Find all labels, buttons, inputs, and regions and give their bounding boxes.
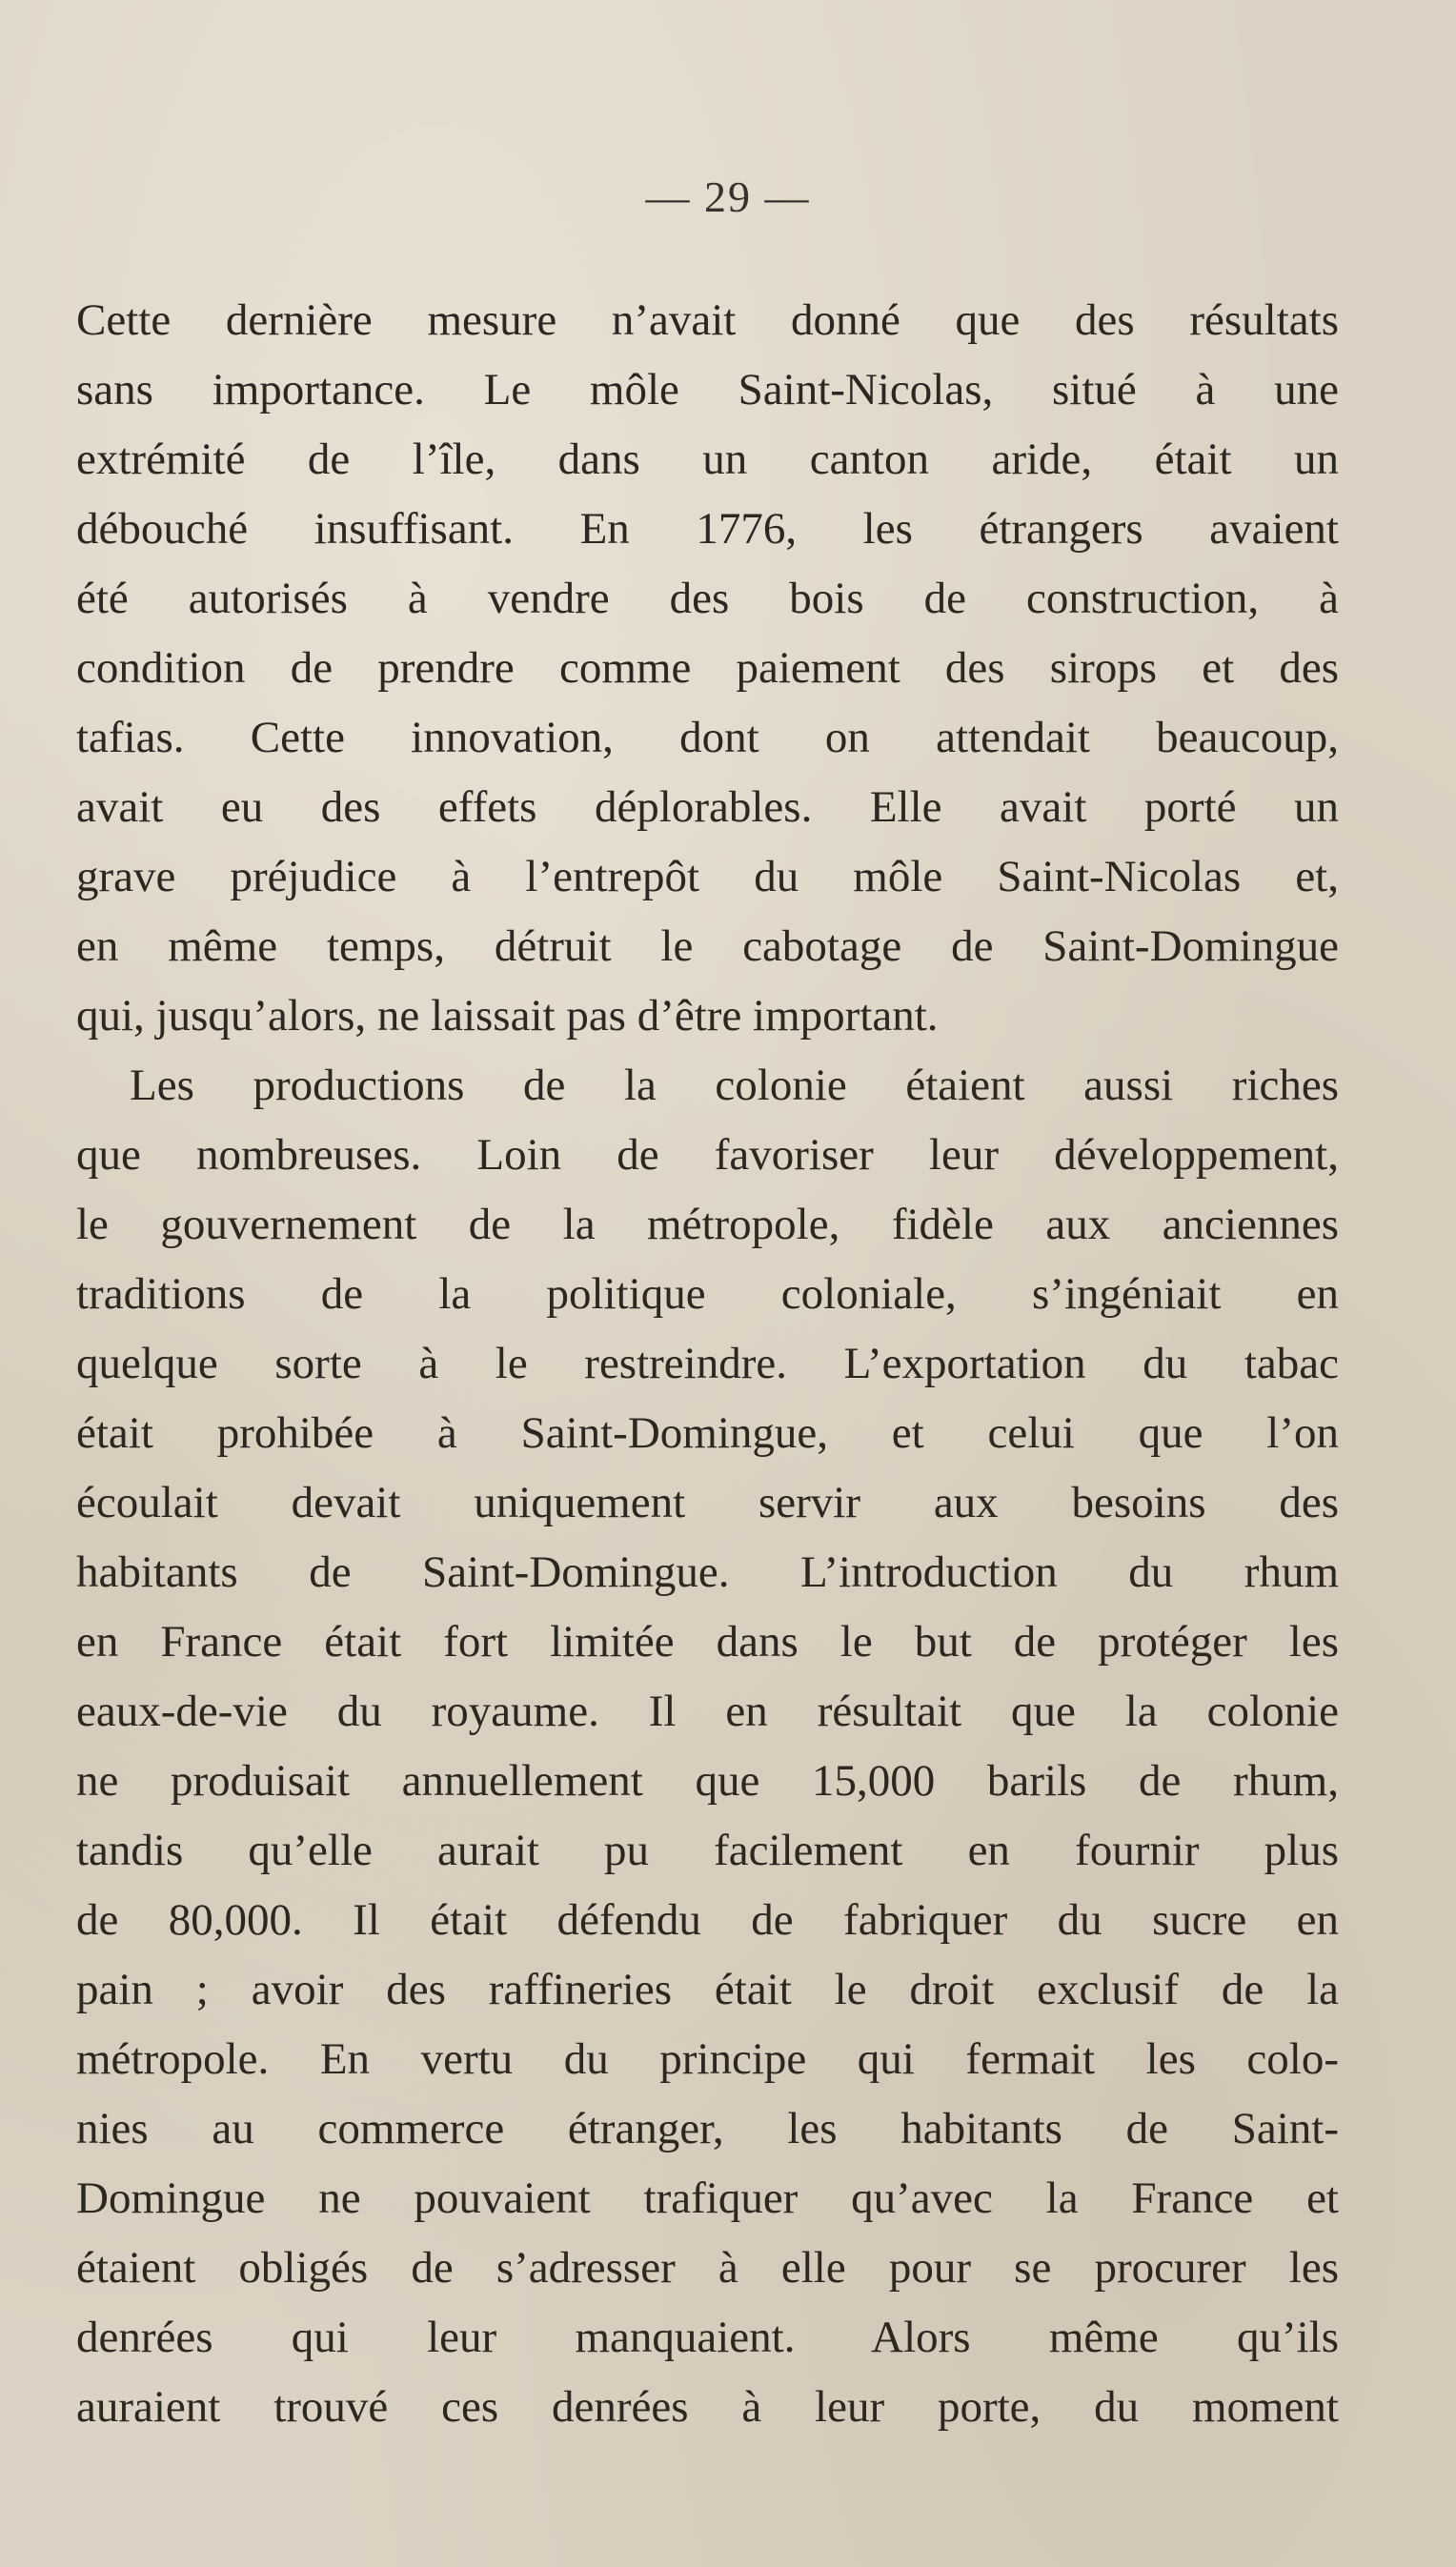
text-line: denrées qui leur manquaient. Alors même qu’ils [76,2313,1339,2362]
paragraph-end-line: qui, jusqu’alors, ne laissait pas d’être important. [76,991,939,1041]
text-line: extrémité de l’île, dans un canton aride, était un [76,435,1339,484]
text-line: tafias. Cette innovation, dont on attendait beaucoup, [76,713,1339,762]
text-line: avait eu des effets déplorables. Elle avait porté un [76,782,1339,832]
text-line: métropole. En vertu du principe qui fermait les colo- [76,2034,1339,2084]
text-line: en France était fort limitée dans le but de protéger les [76,1617,1339,1667]
body-text [76,286,1339,2442]
text-line: que nombreuses. Loin de favoriser leur développement, [76,1130,1339,1180]
text-line: Domingue ne pouvaient trafiquer qu’avec la France et [76,2173,1339,2223]
text-line: écoulait devait uniquement servir aux besoins des [76,1478,1339,1527]
page-number: — 29 — [645,172,811,221]
text-line: nies au commerce étranger, les habitants de Saint- [76,2104,1339,2153]
text-line: tandis qu’elle aurait pu facilement en fournir plus [76,1826,1339,1875]
paragraph-start-line: Les productions de la colonie étaient aussi riches [130,1061,1339,1110]
text-line: traditions de la politique coloniale, s’ingéniait en [76,1269,1339,1319]
text-line: eaux-de-vie du royaume. Il en résultait que la colonie [76,1687,1339,1736]
text-line: condition de prendre comme paiement des sirops et des [76,643,1339,693]
text-line: Cette dernière mesure n’avait donné que des résultats [76,295,1339,345]
text-line: quelque sorte à le restreindre. L’exportation du tabac [76,1339,1339,1388]
text-line: grave préjudice à l’entrepôt du môle Saint-Nicolas et, [76,852,1339,901]
text-line: le gouvernement de la métropole, fidèle aux anciennes [76,1200,1339,1249]
text-line: été autorisés à vendre des bois de construction, à [76,574,1339,623]
text-line: de 80,000. Il était défendu de fabriquer du sucre en [76,1895,1339,1945]
text-line: ne produisait annuellement que 15,000 barils de rhum, [76,1756,1339,1806]
text-line: auraient trouvé ces denrées à leur porte, du moment [76,2382,1339,2432]
text-line: habitants de Saint-Domingue. L’introduction du rhum [76,1547,1339,1597]
text-line: en même temps, détruit le cabotage de Saint-Domingue [76,921,1339,971]
text-line: débouché insuffisant. En 1776, les étrangers avaient [76,504,1339,554]
text-line: était prohibée à Saint-Domingue, et celui que l’on [76,1408,1339,1458]
text-line: sans importance. Le môle Saint-Nicolas, situé à une [76,365,1339,414]
text-line: pain ; avoir des raffineries était le droit exclusif de la [76,1965,1339,2014]
text-line: étaient obligés de s’adresser à elle pour se procurer les [76,2243,1339,2293]
